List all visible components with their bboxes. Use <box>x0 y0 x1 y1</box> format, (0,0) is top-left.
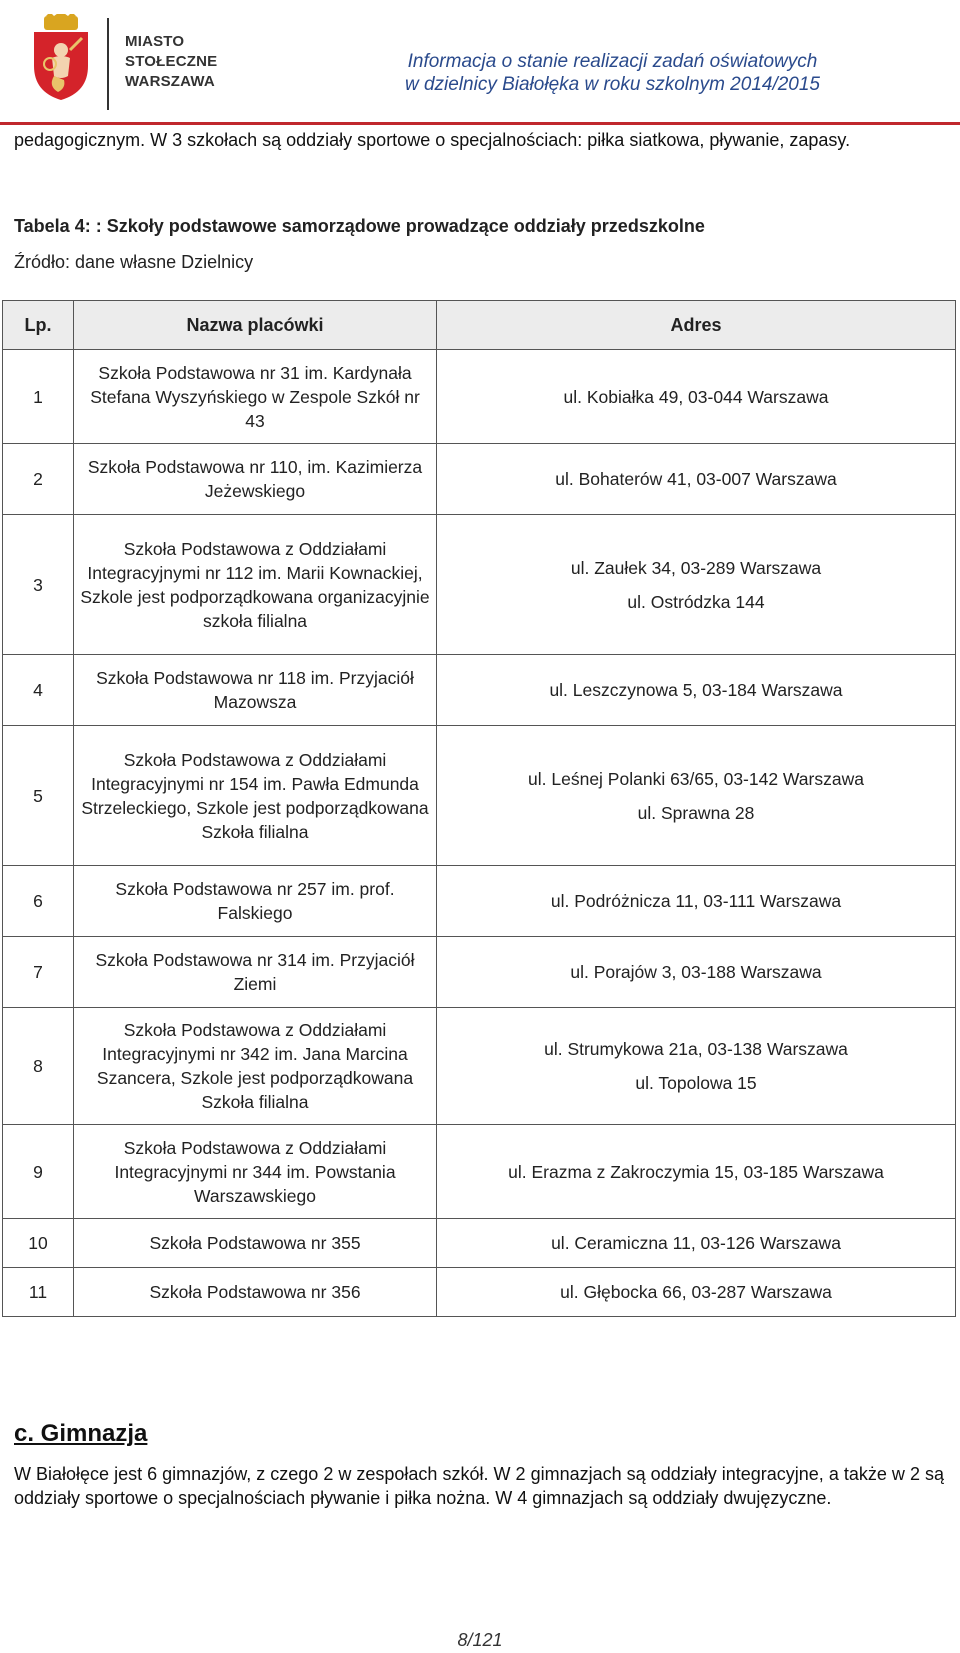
address-line: ul. Ceramiczna 11, 03-126 Warszawa <box>551 1233 841 1253</box>
row-lp: 6 <box>3 866 74 937</box>
row-lp: 9 <box>3 1125 74 1219</box>
address-line: ul. Leśnej Polanki 63/65, 03-142 Warszawa <box>528 768 864 789</box>
row-address <box>437 866 956 937</box>
row-address <box>437 937 956 1008</box>
address-line: ul. Sprawna 28 <box>637 802 755 823</box>
row-address <box>437 1125 956 1219</box>
logo-line: WARSZAWA <box>125 73 215 90</box>
header-lp: Lp. <box>3 301 74 350</box>
document-title-line1: Informacja o stanie realizacji zadań oświatowych <box>407 51 818 72</box>
table-row <box>3 866 956 937</box>
document-title <box>405 50 820 96</box>
table-row <box>3 937 956 1008</box>
address-line: ul. Podróżnicza 11, 03-111 Warszawa <box>550 891 842 911</box>
row-lp: 8 <box>3 1008 74 1125</box>
row-name: Szkoła Podstawowa nr 356 <box>74 1268 437 1317</box>
row-name: Szkoła Podstawowa z Oddziałami Integracyjnymi nr 154 im. Pawła Edmunda Strzeleckiego, Szkole jest podporządkowana Szkoła filialna <box>74 726 437 866</box>
row-name: Szkoła Podstawowa z Oddziałami Integracyjnymi nr 112 im. Marii Kownackiej, Szkole jest podporządkowana organizacyjnie szkoła filialna <box>74 515 437 655</box>
table-row <box>3 350 956 444</box>
row-lp: 1 <box>3 350 74 444</box>
row-name: Szkoła Podstawowa nr 31 im. Kardynała Stefana Wyszyńskiego w Zespole Szkół nr 43 <box>74 350 437 444</box>
row-lp: 11 <box>3 1268 74 1317</box>
row-lp: 7 <box>3 937 74 1008</box>
row-address <box>437 655 956 726</box>
page-number: 8/121 <box>457 1630 503 1650</box>
address-line: ul. Kobiałka 49, 03-044 Warszawa <box>563 386 829 407</box>
row-address <box>437 1219 956 1268</box>
row-name: Szkoła Podstawowa nr 355 <box>74 1219 437 1268</box>
address-line: ul. Porajów 3, 03-188 Warszawa <box>570 962 822 982</box>
row-lp: 4 <box>3 655 74 726</box>
row-lp: 5 <box>3 726 74 866</box>
row-address <box>437 1008 956 1125</box>
table-row <box>3 444 956 515</box>
logo-divider <box>107 18 109 110</box>
table-row <box>3 726 956 866</box>
table-header-row <box>3 301 956 350</box>
section-title: c. Gimnazja <box>14 1420 148 1447</box>
table-source: Źródło: dane własne Dzielnicy <box>14 252 254 272</box>
address-line: ul. Leszczynowa 5, 03-184 Warszawa <box>549 680 843 700</box>
row-address <box>437 726 956 866</box>
header-rule <box>0 122 960 125</box>
row-lp: 3 <box>3 515 74 655</box>
row-name: Szkoła Podstawowa nr 110, im. Kazimierza Jeżewskiego <box>74 444 437 515</box>
address-line: ul. Głębocka 66, 03-287 Warszawa <box>560 1282 832 1302</box>
table-row <box>3 655 956 726</box>
city-logo-text <box>125 32 217 92</box>
table-row <box>3 515 956 655</box>
row-address <box>437 444 956 515</box>
section-paragraph: W Białołęce jest 6 gimnazjów, z czego 2 w zespołach szkół. W 2 gimnazjach są oddziały integracyjne, a także w 2 są oddziały sportowe o specjalnościach pływanie i piłka nożna. W 4 gimnazjach są oddziały dwujęzyczne. <box>14 1464 944 1508</box>
warsaw-crest-icon <box>30 14 92 100</box>
row-name: Szkoła Podstawowa nr 257 im. prof. Falskiego <box>74 866 437 937</box>
document-title-line2: w dzielnicy Białołęka w roku szkolnym 2014/2015 <box>404 74 820 95</box>
row-name: Szkoła Podstawowa z Oddziałami Integracyjnymi nr 344 im. Powstania Warszawskiego <box>74 1125 437 1219</box>
address-line: ul. Erazma z Zakroczymia 15, 03-185 Warszawa <box>508 1161 884 1182</box>
row-address <box>437 515 956 655</box>
table-row <box>3 1219 956 1268</box>
address-line: ul. Topolowa 15 <box>635 1073 757 1093</box>
address-line: ul. Strumykowa 21a, 03-138 Warszawa <box>544 1039 848 1059</box>
row-lp: 10 <box>3 1219 74 1268</box>
table-caption: Tabela 4: : Szkoły podstawowe samorządowe prowadzące oddziały przedszkolne <box>14 216 705 236</box>
table-row <box>3 1008 956 1125</box>
header-address: Adres <box>437 301 956 350</box>
row-name: Szkoła Podstawowa nr 314 im. Przyjaciół Ziemi <box>74 937 437 1008</box>
logo-line: MIASTO <box>125 33 185 50</box>
row-lp: 2 <box>3 444 74 515</box>
row-address <box>437 350 956 444</box>
row-name: Szkoła Podstawowa z Oddziałami Integracyjnymi nr 342 im. Jana Marcina Szancera, Szkole jest podporządkowana Szkoła filialna <box>74 1008 437 1125</box>
address-line: ul. Ostródzka 144 <box>627 591 765 612</box>
row-address <box>437 1268 956 1317</box>
address-line: ul. Zaułek 34, 03-289 Warszawa <box>570 557 822 578</box>
page-header <box>0 0 960 125</box>
intro-paragraph: pedagogicznym. W 3 szkołach są oddziały sportowe o specjalnościach: piłka siatkowa, pływanie, zapasy. <box>14 130 851 150</box>
address-line: ul. Bohaterów 41, 03-007 Warszawa <box>555 469 837 489</box>
table-row <box>3 1268 956 1317</box>
header-name: Nazwa placówki <box>74 301 437 350</box>
schools-table <box>2 300 956 1317</box>
table-row <box>3 1125 956 1219</box>
row-name: Szkoła Podstawowa nr 118 im. Przyjaciół Mazowsza <box>74 655 437 726</box>
logo-line: STOŁECZNE <box>125 53 218 70</box>
